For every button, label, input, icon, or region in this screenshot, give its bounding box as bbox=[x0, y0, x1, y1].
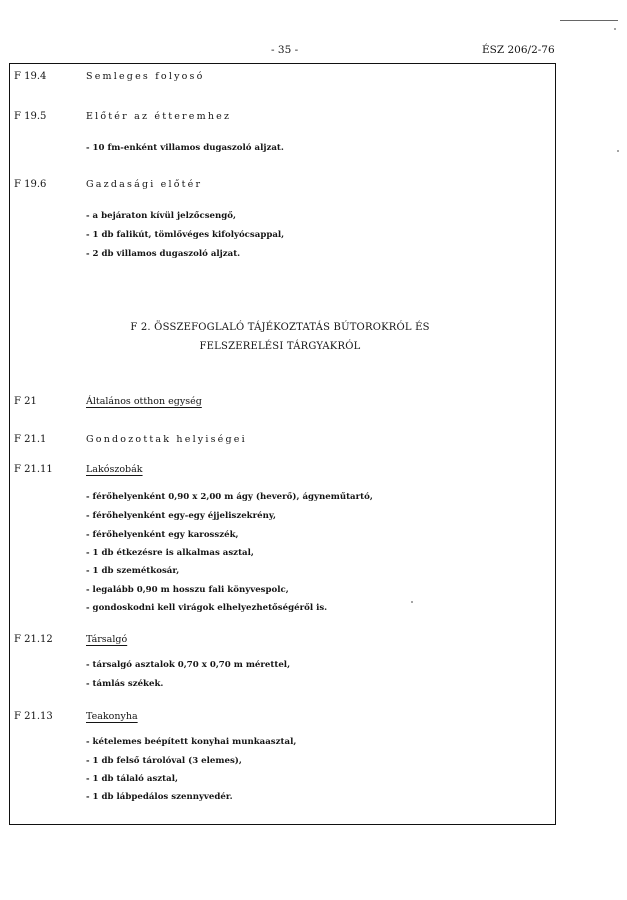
list-item: - 1 db tálaló asztal, bbox=[86, 774, 178, 784]
list-item: - 1 db lábpedálos szennyvedér. bbox=[86, 792, 233, 802]
list-item: - férőhelyenként egy-egy éjjeliszekrény, bbox=[86, 511, 277, 521]
section-title: Társalgó bbox=[86, 634, 128, 645]
top-right-rule bbox=[560, 20, 618, 21]
list-item: - 1 db étkezésre is alkalmas asztal, bbox=[86, 548, 254, 558]
list-item: - gondoskodni kell virágok elhelyezhetőségéről is. bbox=[86, 603, 328, 613]
section-title: Gondozottak helyiségei bbox=[86, 434, 247, 445]
section-code: F 21.1 bbox=[14, 434, 47, 445]
list-item: - a bejáraton kívül jelzőcsengő, bbox=[86, 211, 237, 221]
list-item: - férőhelyenként egy karosszék, bbox=[86, 530, 239, 540]
section-title: Általános otthon egység bbox=[86, 396, 202, 407]
section-title: Lakószobák bbox=[86, 464, 143, 475]
scan-speck bbox=[617, 150, 619, 152]
chapter-heading-line-2: FELSZERELÉSI TÁRGYAKRÓL bbox=[199, 341, 361, 352]
section-code: F 19.5 bbox=[14, 111, 47, 122]
section-code: F 19.4 bbox=[14, 71, 47, 82]
section-title: Gazdasági előtér bbox=[86, 179, 203, 190]
section-title: Teakonyha bbox=[86, 711, 138, 722]
section-code: F 19.6 bbox=[14, 179, 47, 190]
list-item: - 2 db villamos dugaszoló aljzat. bbox=[86, 249, 241, 259]
section-code: F 21.11 bbox=[14, 464, 53, 475]
document-reference: ÉSZ 206/2-76 bbox=[482, 44, 555, 56]
list-item: - kételemes beépített konyhai munkaasztal, bbox=[86, 737, 297, 747]
chapter-heading-line-1: F 2. ÖSSZEFOGLALÓ TÁJÉKOZTATÁS BÚTOROKRÓL ÉS bbox=[130, 322, 430, 333]
section-code: F 21.13 bbox=[14, 711, 53, 722]
section-title: Semleges folyosó bbox=[86, 71, 205, 82]
list-item: - társalgó asztalok 0,70 x 0,70 m mérettel, bbox=[86, 660, 291, 670]
list-item: - 1 db felső tárolóval (3 elemes), bbox=[86, 756, 242, 766]
list-item: - 1 db szemétkosár, bbox=[86, 566, 180, 576]
section-code: F 21.12 bbox=[14, 634, 53, 645]
list-item: - támlás székek. bbox=[86, 679, 164, 689]
list-item: - 1 db falikút, tömlővéges kifolyócsappal, bbox=[86, 230, 285, 240]
list-item: - 10 fm-enként villamos dugaszoló aljzat. bbox=[86, 143, 284, 153]
page-number: - 35 - bbox=[271, 44, 299, 56]
scan-speck bbox=[411, 601, 413, 603]
list-item: - legalább 0,90 m hosszu fali könyvespolc, bbox=[86, 585, 289, 595]
section-title: Előtér az étteremhez bbox=[86, 111, 232, 122]
scan-speck bbox=[614, 28, 616, 30]
list-item: - férőhelyenként 0,90 x 2,00 m ágy (heverő), ágyneműtartó, bbox=[86, 492, 373, 502]
section-code: F 21 bbox=[14, 396, 37, 407]
